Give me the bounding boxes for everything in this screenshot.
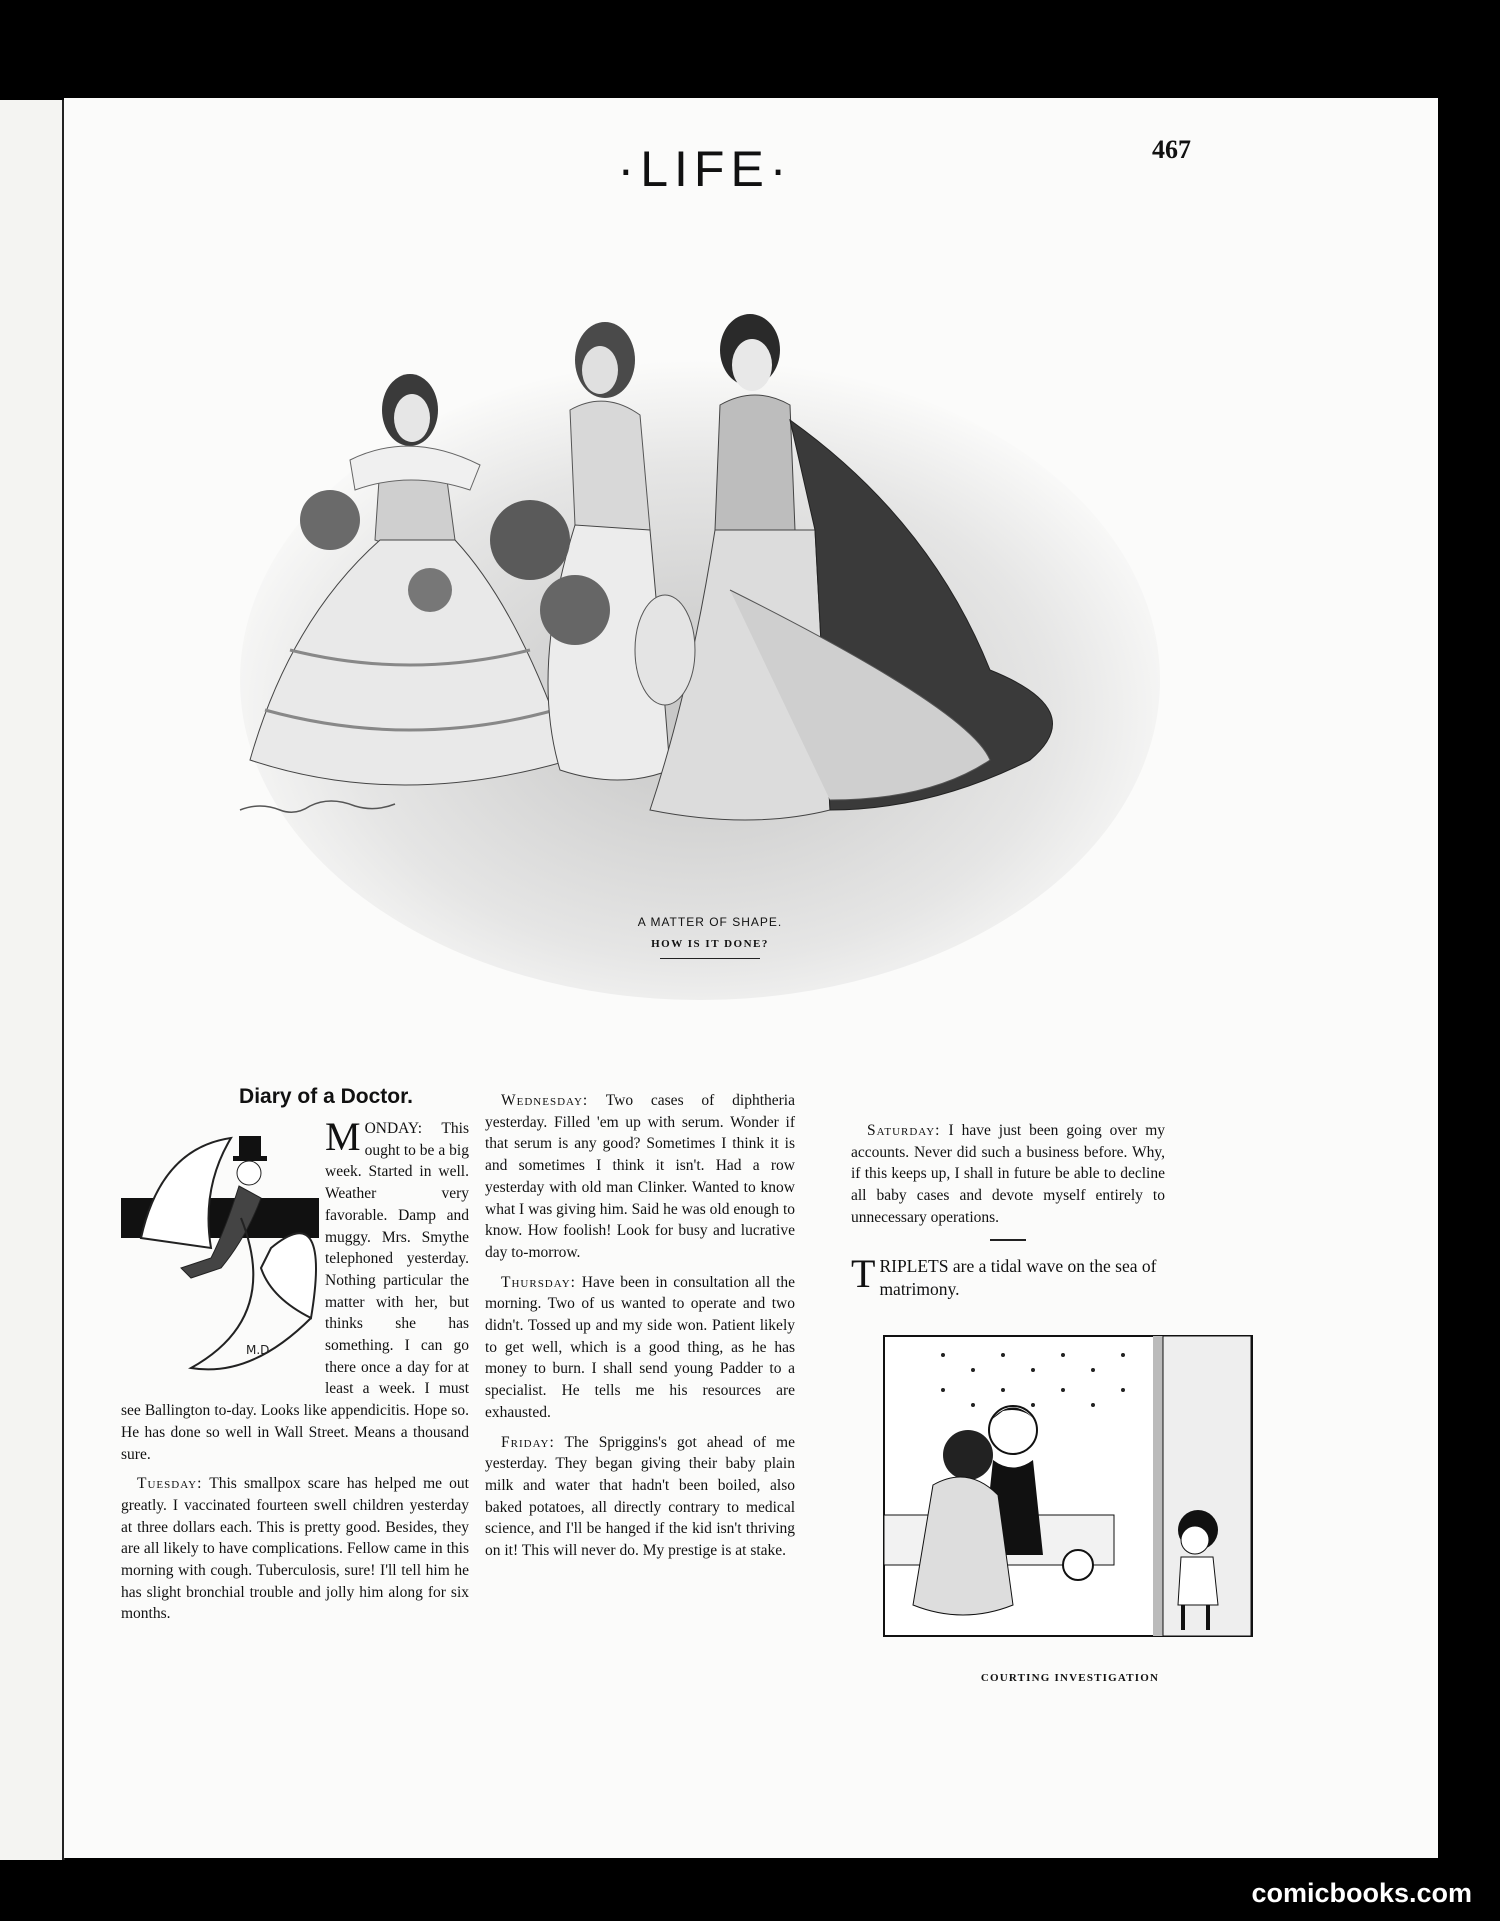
wednesday-entry <box>485 1090 795 1264</box>
thursday-label: Thursday: <box>501 1273 576 1291</box>
article-title: Diary of a Doctor. <box>239 1085 413 1108</box>
article-column-three <box>851 1120 1165 1309</box>
wednesday-label: Wednesday: <box>501 1092 589 1109</box>
watermark: comicbooks.com <box>1251 1878 1472 1908</box>
friday-entry <box>485 1432 795 1562</box>
thursday-entry <box>485 1272 795 1424</box>
tuesday-text: This smallpox scare has helped me out greatly. I vaccinated fourteen swell children yesterday at three dollars each. This is pretty good. Besides, they are all likely to have complications. Fellow came in this morning with cough. Tuberculosis, sure! I'll tell him he has slight bronchial trouble and jolly him along for six months. <box>121 1475 469 1623</box>
tuesday-label: Tuesday: <box>137 1475 203 1493</box>
article-column-two <box>485 1090 795 1570</box>
triplets-dropcap: T <box>851 1250 876 1296</box>
courting-cartoon-drawing <box>883 1335 1253 1637</box>
section-divider <box>990 1239 1026 1241</box>
wednesday-text: Two cases of diphtheria yesterday. Filled 'em up with serum. Wonder if that serum is any good? Sometimes I think it is and sometimes I think it isn't. Had a row yesterday with old man Clinker. Wanted to know what I was giving him. Said he was old enough to know. How foolish! Look for busy and lucrative day to-morrow. <box>485 1092 795 1261</box>
caption-divider <box>660 958 760 959</box>
cartoon-caption: COURTING INVESTIGATION <box>980 1672 1160 1684</box>
svg-text:M.D: M.D <box>246 1343 270 1357</box>
page-number: 467 <box>1152 135 1191 164</box>
tuesday-entry <box>121 1473 469 1625</box>
facing-page-edge <box>0 100 65 1860</box>
illustration-caption: A MATTER OF SHAPE. <box>637 915 783 929</box>
three-ladies-illustration <box>230 290 1220 1020</box>
saturday-text: I have just been going over my accounts. Never did such a business before. Why, if this keeps up, I shall in future be able to decline all baby cases and devote myself entirely to unnecessary operations. <box>851 1122 1165 1226</box>
monday-dropcap: M <box>325 1114 361 1159</box>
friday-label: Friday: <box>501 1433 555 1451</box>
triplets-quip <box>851 1250 1165 1301</box>
friday-text: The Spriggins's got ahead of me yesterday. They began giving their baby plain milk and water that hadn't been boiled, also baked potatoes, all directly contrary to medical science, and I'll be hanged if the kid isn't thriving on it! This will never do. My prestige is at stake. <box>485 1433 795 1560</box>
doctor-with-wings-drawing <box>121 1118 319 1400</box>
thursday-text: Have been in consultation all the morning. Two of us wanted to operate and two didn't. Tossed up and my side won. Patient likely to get well, which is a good thing, as he has money to burn. I shall send young Padder to a specialist. He tells me his resources are exhausted. <box>485 1273 796 1421</box>
illustration-subcaption: HOW IS IT DONE? <box>651 938 769 950</box>
article-column-one <box>121 1114 469 1633</box>
saturday-label: Saturday: <box>867 1122 941 1139</box>
masthead: ·LIFE· <box>617 141 793 197</box>
monday-text: ONDAY: This ought to be a big week. Started in well. Weather very favorable. Damp and muggy. Mrs. Smythe telephoned yesterday. Nothing particular the matter with her, but thinks she has something. I can go there once a day for at least a week. I must see Ballington to-day. Looks like appendicitis. Hope so. He has done so well in Wall Street. Means a thousand sure. <box>121 1120 469 1463</box>
saturday-entry <box>851 1120 1165 1229</box>
triplets-text: RIPLETS are a tidal wave on the sea of matrimony. <box>879 1255 1157 1299</box>
